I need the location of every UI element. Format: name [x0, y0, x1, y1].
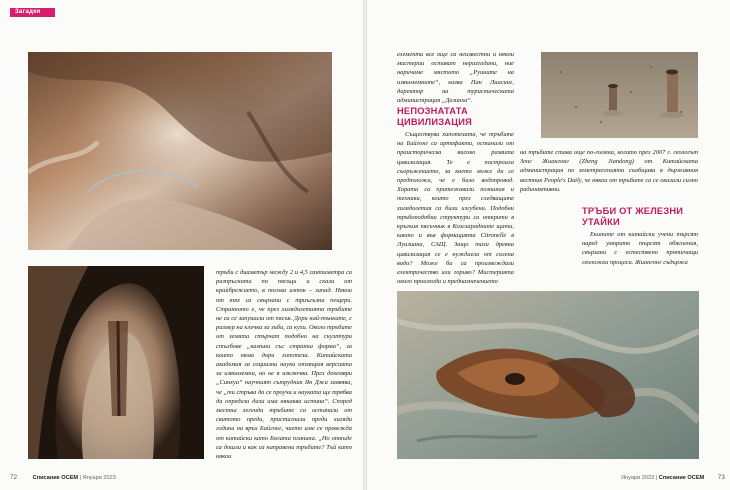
magazine-name-left: Списание ОСЕМ: [32, 475, 79, 481]
left-page: [0, 0, 363, 490]
issue-left: Януари 2023: [82, 475, 116, 481]
pipes-in-sand-photo: [541, 52, 698, 138]
heading-unknown-civilization: НЕПОЗНАТАТА ЦИВИЛИЗАЦИЯ: [397, 106, 472, 127]
page-number-left: 72: [10, 474, 18, 481]
magazine-name-right: Списание ОСЕМ: [658, 475, 705, 481]
right-footer: [621, 474, 725, 481]
right-column-1: [397, 50, 514, 105]
civilization-paragraph: Съществува хипотезата, че тръбите на Байгонг са артефакти, останали от праисторическа високо развита цивилизация. Те е построила съоръжението, за което може да се предположи, че е било водопровод. Хората са притежавали познания и техники, които през следващите хилядолетия са били изгубени. Подобни тръбоподобни структури са открити в кръгкия пясъчник в Козгларадните щати, както и във формацията Citronelle в Луизиана, САЩ. Защо тази древна цивилизация се е нуждаела от солена вода? Може би са произвеждали електричество или гориво? Мистерията около произхода и предназначението: [397, 131, 514, 286]
right-column-1-body: [397, 130, 514, 286]
page-number-right: 73: [717, 474, 725, 481]
rusted-pipe-photo: [397, 291, 699, 459]
issue-right: Януари 2023: [621, 475, 655, 481]
right-column-2: [520, 148, 698, 194]
left-footer: [10, 474, 116, 481]
iron-sediment-paragraph: Екипите от китайски учени търсят наред уморито търсят обяснения, свързани с естествено протичащи геоложки процеси. Жиангонг съдържа: [582, 231, 698, 266]
radioactive-paragraph: на тръбите става още по-голяма, когато през 2007 г. геологът Зенг Жиангонг (Zheng Jiandong) от Китайската администрация по земетресенията съобщава в държавния вестник People's Daily, че някои от тръбите са се оказали силно радиоактивни.: [520, 149, 698, 193]
footer-separator-right: |: [655, 475, 659, 481]
left-body-text: [216, 268, 352, 461]
right-intro-text: елементи все още са неизвестни и някои мистерии остават неразгадани, ние наричаме мястото „Руините на извънземните“, казва Пан Лиасинг, директор на туристическата администрация „Делинха“.: [397, 51, 514, 105]
footer-separator-left: |: [79, 475, 83, 481]
cave-rock-photo: [28, 52, 332, 250]
right-page: [367, 0, 730, 490]
left-paragraph: тръби с диаметър между 2 и 4,5 сантиметра са разпръснати по пясъци и скали от крайбрежието, в посока изток – запад. Някои от тях са свързани с триъгълни пещери. Странното е, че през хилядолетията тръбите не са се запушили от пясък. Дори най-тънките, с размер на клечка за зъби, са кухи. Около тръбите от земята стърчат подобно на скулптури стълбове „камъни със странна форма“, за които няма дори хипотеза. Китайската академия за социални науки отхвърля версията за извънземни, но не я изключва. През декември „Синхуа“ научният сътрудник Ян Джи заявява, че „ти стръва да се проучи и науката ще трябва да определи дали има някаква истина“. Според местна легенда тръбите са останали от свитото преди, пристигнали преди хиляди години на връх Байгонг, чието име се превежда от китайски като Бялата планина. „Но откъде са дошли и как са направени тръбите? Тъй като някои: [216, 269, 352, 461]
right-column-2-body: [582, 230, 698, 267]
cave-interior-photo: [28, 266, 204, 459]
section-tag: Загадки: [10, 8, 55, 17]
heading-iron-pipes: ТРЪБИ ОТ ЖЕЛЕЗНИ УТАЙКИ: [582, 206, 684, 227]
